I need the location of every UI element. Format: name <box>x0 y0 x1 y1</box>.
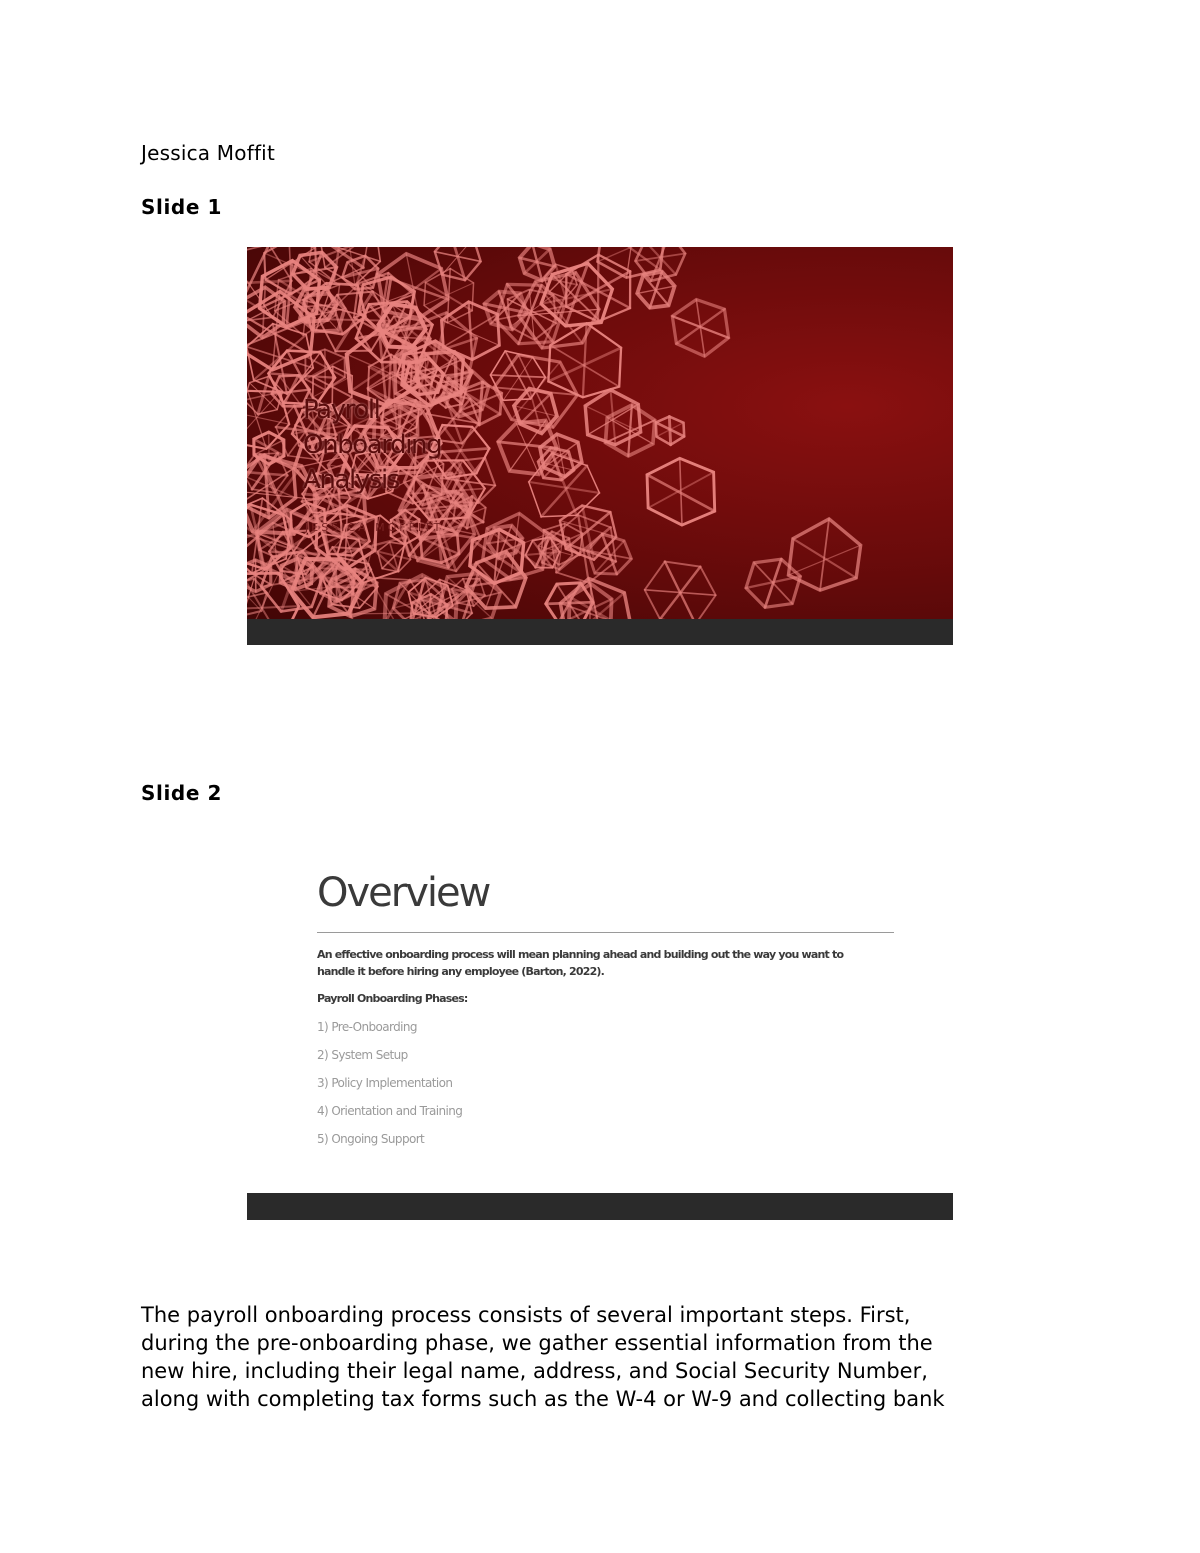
slide-2-phases-title: Payroll Onboarding Phases: <box>317 992 468 1005</box>
slide-1-title-line: Payroll <box>303 395 380 425</box>
slide-1-label: Slide 1 <box>141 195 223 219</box>
slide-1-thumbnail <box>247 247 953 645</box>
slide-1-title-line: Analysis <box>303 465 399 495</box>
slide-2-intro: An effective onboarding process will mean planning ahead and building out the way you want to handle it before hiring any employee (Barton, 2022). <box>317 948 844 978</box>
slide-1-subtitle: JESSICA MOFFITT <box>305 521 444 534</box>
body-line: new hire, including their legal name, address, and Social Security Number, <box>141 1359 928 1383</box>
slide-1-footer-bar <box>247 619 953 645</box>
slide-1-title-line: Onboarding <box>303 430 442 460</box>
body-paragraph <box>141 1301 1061 1413</box>
author-name: Jessica Moffit <box>141 141 275 165</box>
body-line: along with completing tax forms such as the W-4 or W-9 and collecting bank <box>141 1387 945 1411</box>
body-line: during the pre-onboarding phase, we gather essential information from the <box>141 1331 933 1355</box>
slide-2-phase-item: 4) Orientation and Training <box>317 1104 463 1118</box>
slide-2-heading: Overview <box>317 870 490 916</box>
slide-2-phase-item: 1) Pre-Onboarding <box>317 1020 417 1034</box>
slide-2-thumbnail <box>247 842 953 1220</box>
body-line: The payroll onboarding process consists of several important steps. First, <box>141 1303 911 1327</box>
slide-2-phase-item: 3) Policy Implementation <box>317 1076 453 1090</box>
slide-2-divider <box>317 932 894 933</box>
slide-1-title <box>303 393 503 498</box>
slide-2-label: Slide 2 <box>141 781 223 805</box>
slide-2-phase-item: 2) System Setup <box>317 1048 408 1062</box>
slide-2-phase-item: 5) Ongoing Support <box>317 1132 425 1146</box>
slide-2-footer-bar <box>247 1193 953 1220</box>
